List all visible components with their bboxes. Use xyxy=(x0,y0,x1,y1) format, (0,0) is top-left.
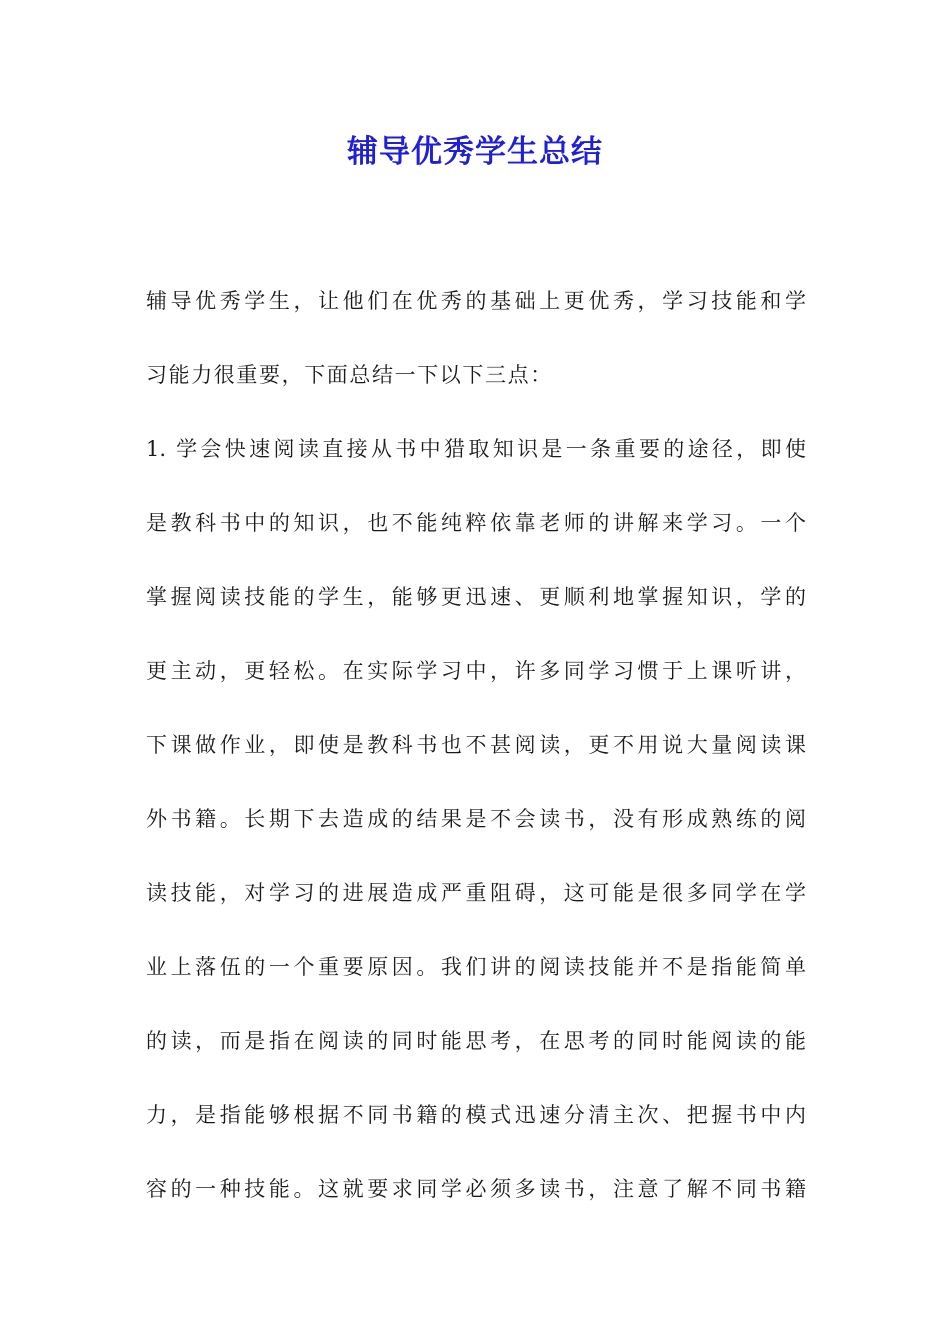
document-body xyxy=(146,264,806,1226)
text-line: 读技能，对学习的进展造成严重阻碍，这可能是很多同学在学 xyxy=(146,881,806,905)
document-title: 辅导优秀学生总结 xyxy=(347,134,603,170)
text-line: 外书籍。长期下去造成的结果是不会读书，没有形成熟练的阅 xyxy=(146,807,806,831)
text-line: 辅导优秀学生，让他们在优秀的基础上更优秀，学习技能和学 xyxy=(146,289,806,313)
text-line: 业上落伍的一个重要原因。我们讲的阅读技能并不是指能简单 xyxy=(146,955,806,979)
text-line: 力，是指能够根据不同书籍的模式迅速分清主次、把握书中内 xyxy=(146,1103,806,1127)
text-line: 1. 学会快速阅读直接从书中猎取知识是一条重要的途径，即使 xyxy=(146,437,806,461)
text-line: 习能力很重要，下面总结一下以下三点： xyxy=(146,363,553,387)
text-line: 更主动，更轻松。在实际学习中，许多同学习惯于上课听讲， xyxy=(146,659,806,683)
text-line: 的读，而是指在阅读的同时能思考，在思考的同时能阅读的能 xyxy=(146,1029,806,1053)
text-line: 容的一种技能。这就要求同学必须多读书，注意了解不同书籍 xyxy=(146,1177,806,1201)
text-line: 掌握阅读技能的学生，能够更迅速、更顺利地掌握知识，学的 xyxy=(146,585,806,609)
text-line: 下课做作业，即使是教科书也不甚阅读，更不用说大量阅读课 xyxy=(146,733,806,757)
text-line: 是教科书中的知识，也不能纯粹依靠老师的讲解来学习。一个 xyxy=(146,511,806,535)
